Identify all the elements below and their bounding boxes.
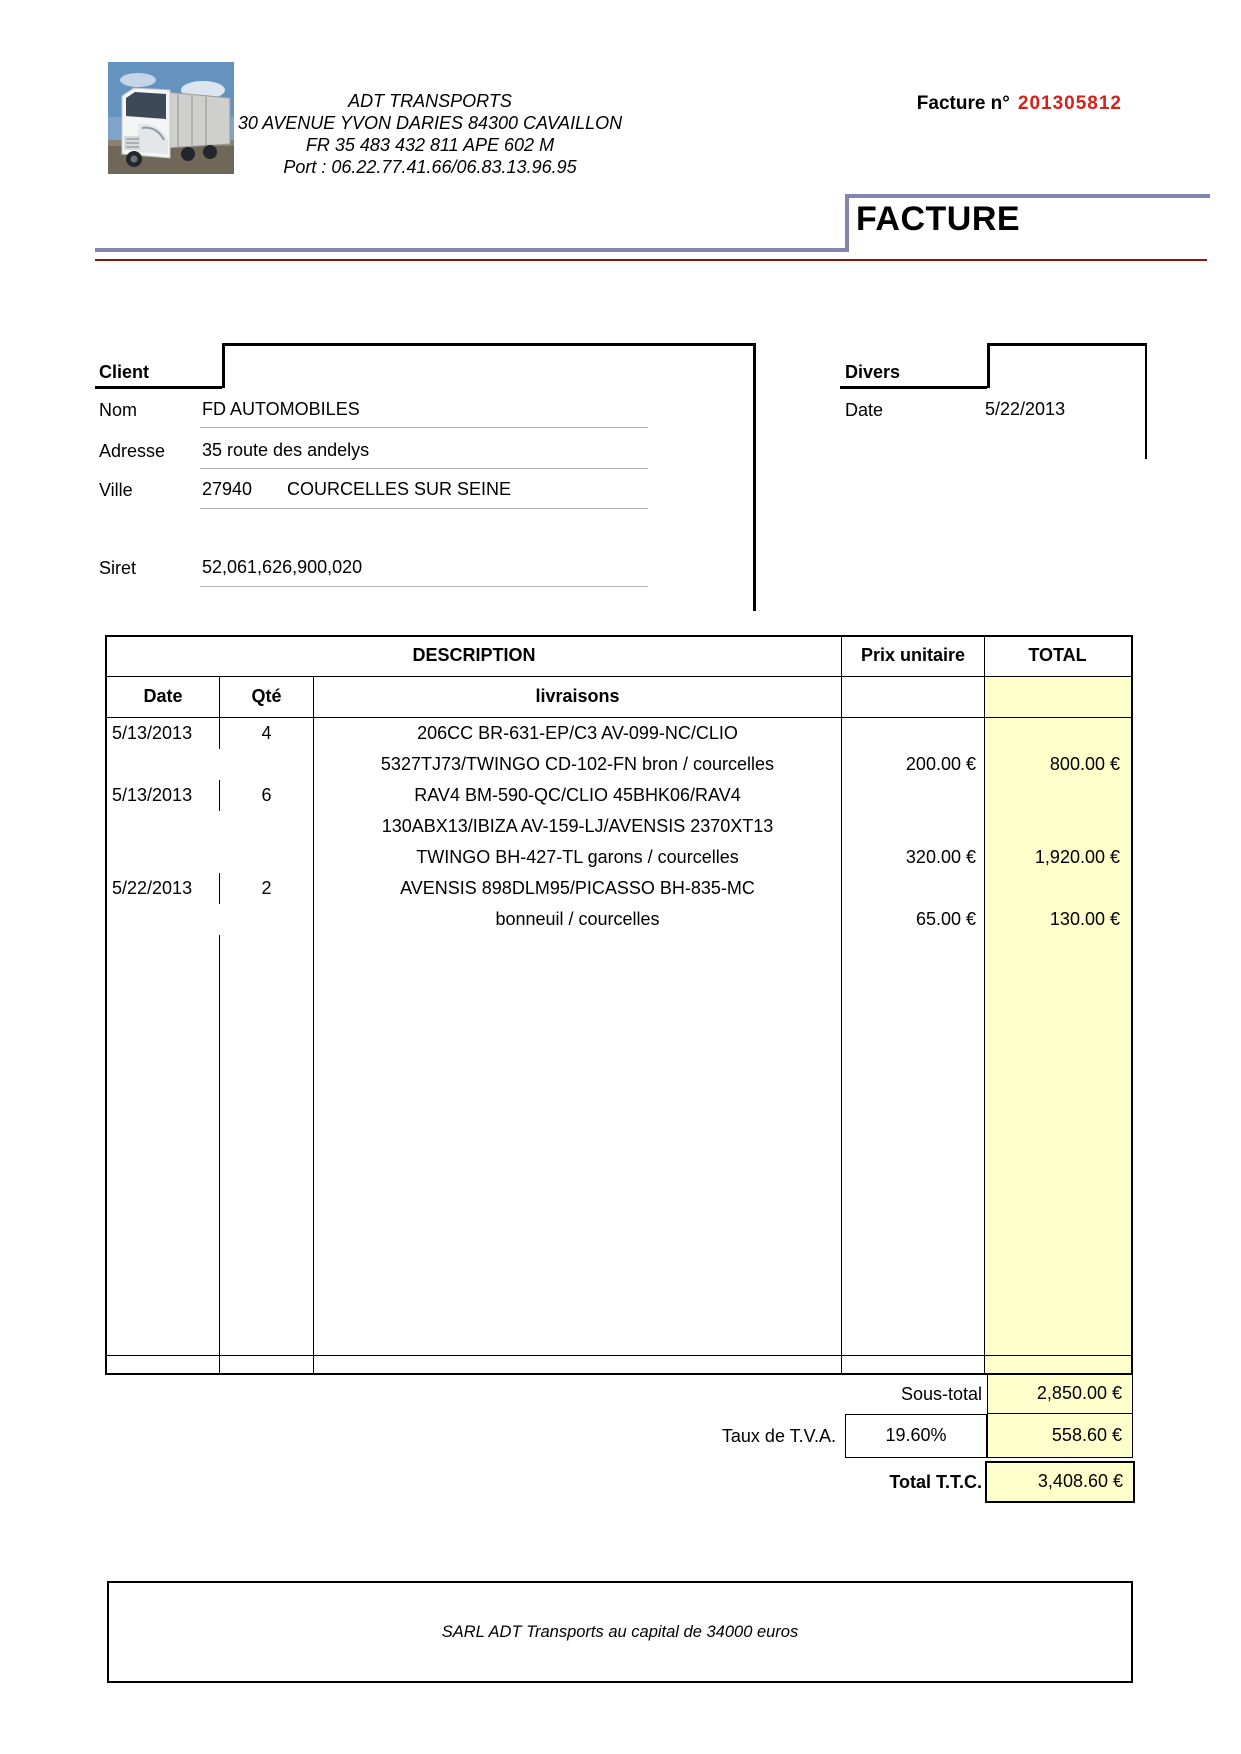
table-row: [107, 873, 1131, 904]
cell-date: 5/13/2013: [107, 780, 220, 811]
cell-qty: 4: [220, 718, 314, 749]
header-livraisons: livraisons: [314, 677, 842, 717]
client-nom-value: FD AUTOMOBILES: [202, 399, 360, 419]
client-box-left-border: [222, 343, 225, 388]
company-name: ADT TRANSPORTS: [348, 91, 512, 111]
divers-box-top-border: [987, 343, 1147, 346]
invoice-table: [105, 635, 1133, 1375]
tva-amount-value: 558.60 €: [987, 1414, 1133, 1458]
client-nom-label: Nom: [99, 400, 138, 420]
footer-text: SARL ADT Transports au capital de 34000 euros: [441, 1622, 799, 1641]
header-prix-unitaire: Prix unitaire: [842, 637, 985, 676]
client-ville-label: Ville: [99, 480, 133, 500]
table-row: [107, 718, 1131, 749]
client-siret-value: 52,061,626,900,020: [202, 557, 363, 577]
total-ttc-value: 3,408.60 €: [985, 1461, 1135, 1503]
client-box-right-border: [753, 343, 756, 611]
client-section-label: Client: [99, 362, 150, 382]
client-ville-cp-value: 27940: [202, 479, 253, 499]
cell-unit: [842, 718, 985, 749]
document-title: FACTURE: [856, 200, 1021, 238]
cell-unit: 320.00 €: [842, 842, 985, 873]
cell-qty: [220, 749, 314, 780]
header-date: Date: [107, 677, 220, 717]
company-registration: FR 35 483 432 811 APE 602 M: [305, 135, 555, 155]
cell-desc: 5327TJ73/TWINGO CD-102-FN bron / courcelles: [314, 749, 842, 780]
invoice-number-label: Facture n°: [916, 93, 1010, 114]
cell-qty: [220, 811, 314, 842]
cell-date: [107, 904, 220, 935]
company-info-block: [170, 90, 690, 178]
cell-desc: bonneuil / courcelles: [314, 904, 842, 935]
cell-date: [107, 811, 220, 842]
cell-desc: 130ABX13/IBIZA AV-159-LJ/AVENSIS 2370XT13: [314, 811, 842, 842]
divers-section-label: Divers: [845, 362, 901, 382]
header-qte: Qté: [220, 677, 314, 717]
decorative-rule-bottom-left: [95, 248, 849, 252]
cell-unit: [842, 780, 985, 811]
cell-desc: AVENSIS 898DLM95/PICASSO BH-835-MC: [314, 873, 842, 904]
divers-box-left-border: [987, 343, 990, 388]
client-ville-nom-value: COURCELLES SUR SEINE: [287, 479, 512, 499]
invoice-number-value: 201305812: [1017, 93, 1122, 114]
cell-total: [985, 811, 1131, 842]
header-total-empty: [985, 677, 1131, 717]
company-address: 30 AVENUE YVON DARIES 84300 CAVAILLON: [237, 113, 623, 133]
company-phone: Port : 06.22.77.41.66/06.83.13.96.95: [283, 157, 577, 177]
table-row: [107, 811, 1131, 842]
header-prix-empty: [842, 677, 985, 717]
table-empty-filler-row: [107, 935, 1131, 1355]
table-body-rows: [107, 718, 1131, 935]
cell-total: 1,920.00 €: [985, 842, 1131, 873]
cell-total: 130.00 €: [985, 904, 1131, 935]
client-siret-underline: [200, 586, 648, 587]
cell-qty: 2: [220, 873, 314, 904]
cell-qty: [220, 842, 314, 873]
cell-total: 800.00 €: [985, 749, 1131, 780]
filler-unit-cell: [842, 935, 985, 1355]
cell-date: 5/13/2013: [107, 718, 220, 749]
client-adresse-underline: [200, 468, 648, 469]
client-siret-label: Siret: [99, 558, 137, 578]
table-row: [107, 842, 1131, 873]
invoice-number-line: [830, 93, 1122, 115]
table-closing-row: [107, 1355, 1131, 1373]
header-total: TOTAL: [985, 637, 1131, 676]
tva-label: Taux de T.V.A.: [721, 1426, 836, 1446]
cell-unit: 200.00 €: [842, 749, 985, 780]
sous-total-label: Sous-total: [900, 1384, 982, 1404]
filler-total-cell: [985, 935, 1131, 1355]
cell-desc: RAV4 BM-590-QC/CLIO 45BHK06/RAV4: [314, 780, 842, 811]
filler-qty-cell: [220, 935, 314, 1355]
closing-date-cell: [107, 1356, 220, 1373]
cell-date: 5/22/2013: [107, 873, 220, 904]
total-ttc-label: Total T.T.C.: [889, 1472, 982, 1492]
cell-date: [107, 842, 220, 873]
cell-desc: TWINGO BH-427-TL garons / courcelles: [314, 842, 842, 873]
cell-unit: [842, 873, 985, 904]
header-description: DESCRIPTION: [107, 637, 842, 676]
client-adresse-value: 35 route des andelys: [202, 440, 370, 460]
client-nom-underline: [200, 427, 648, 428]
table-row: [107, 904, 1131, 935]
decorative-rule-vertical: [845, 194, 849, 252]
table-row: [107, 749, 1131, 780]
divers-box-right-border: [1145, 343, 1148, 459]
table-header-row-1: [107, 637, 1131, 677]
cell-total: [985, 780, 1131, 811]
cell-desc: 206CC BR-631-EP/C3 AV-099-NC/CLIO: [314, 718, 842, 749]
divers-label-underline: [840, 386, 987, 389]
cell-qty: 6: [220, 780, 314, 811]
client-adresse-label: Adresse: [99, 441, 166, 461]
cell-total: [985, 873, 1131, 904]
cell-qty: [220, 904, 314, 935]
client-label-underline: [95, 386, 222, 389]
table-row: [107, 780, 1131, 811]
closing-total-cell: [985, 1356, 1131, 1373]
filler-desc-cell: [314, 935, 842, 1355]
divers-date-label: Date: [845, 400, 884, 420]
closing-qty-cell: [220, 1356, 314, 1373]
cell-unit: 65.00 €: [842, 904, 985, 935]
closing-unit-cell: [842, 1356, 985, 1373]
client-ville-underline: [200, 508, 648, 509]
decorative-rule-red: [95, 259, 1207, 261]
filler-date-cell: [107, 935, 220, 1355]
decorative-rule-top-right: [848, 194, 1210, 198]
cell-unit: [842, 811, 985, 842]
sous-total-value: 2,850.00 €: [987, 1375, 1133, 1414]
cell-date: [107, 749, 220, 780]
cell-total: [985, 718, 1131, 749]
divers-date-value: 5/22/2013: [985, 399, 1066, 419]
closing-desc-cell: [314, 1356, 842, 1373]
footer-box: [107, 1581, 1133, 1683]
table-header-row-2: [107, 677, 1131, 718]
tva-rate-value: 19.60%: [845, 1414, 987, 1458]
client-box-top-border: [222, 343, 755, 346]
